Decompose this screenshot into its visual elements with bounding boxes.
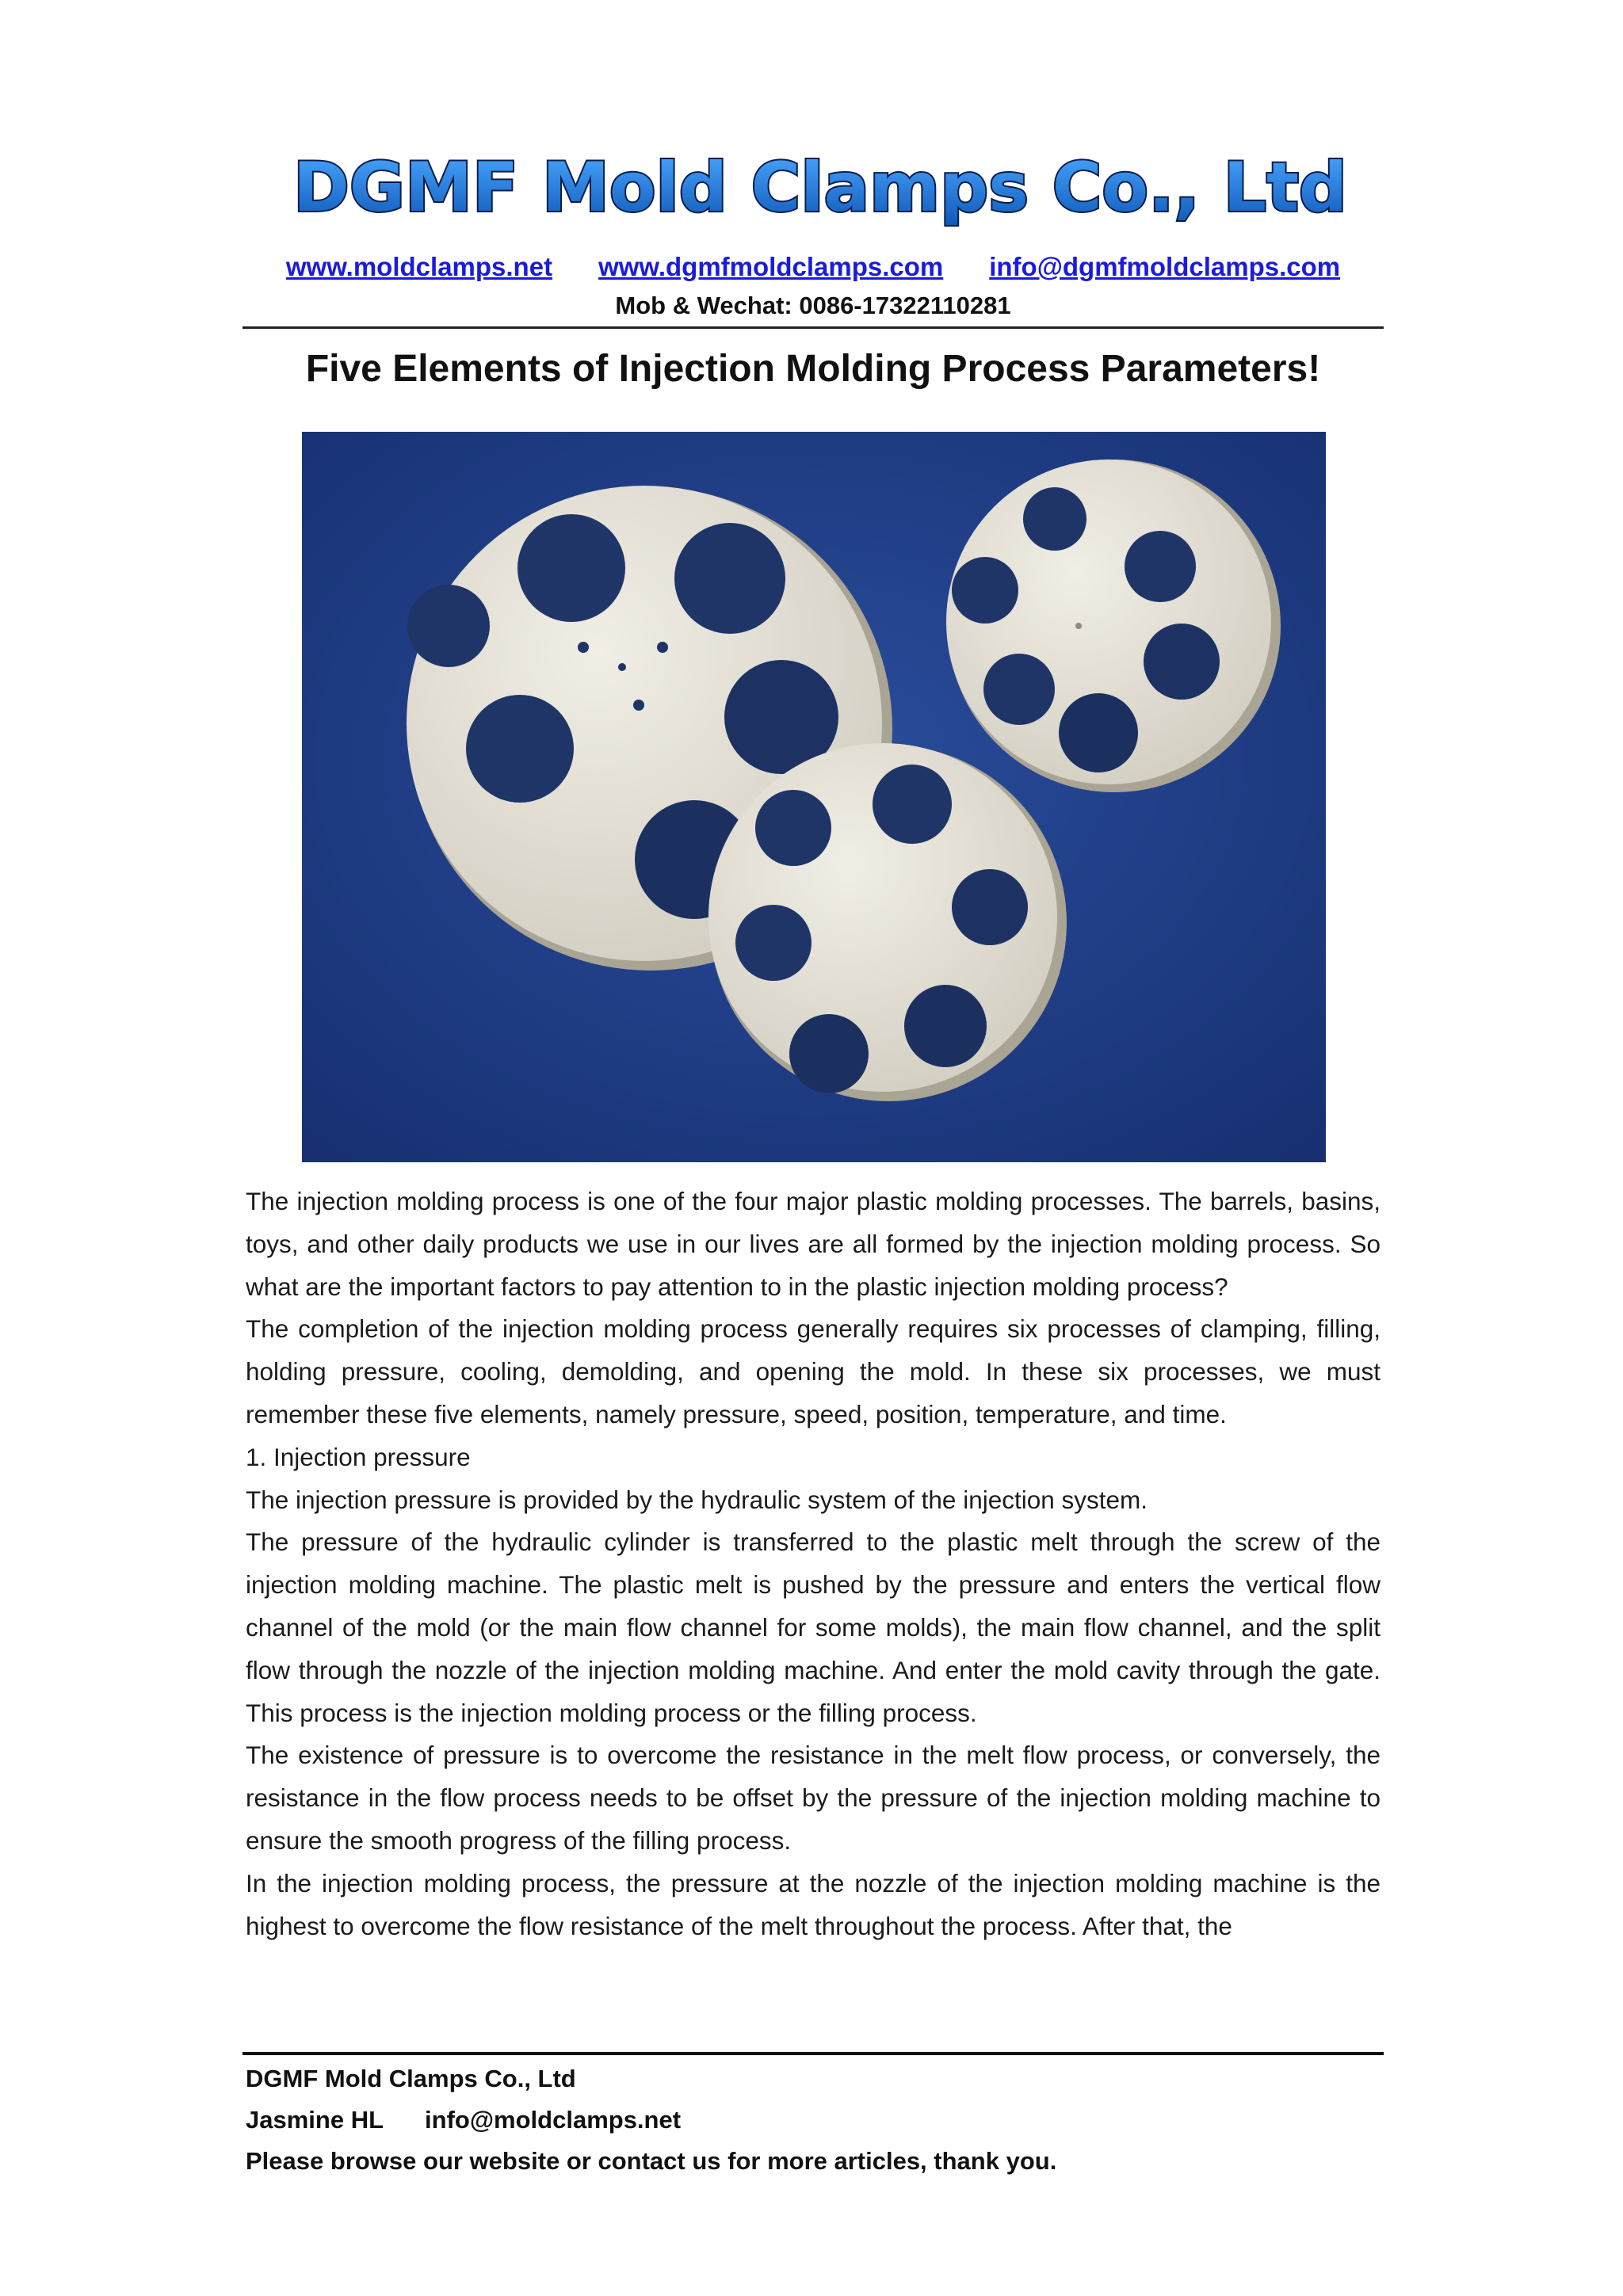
page-footer [246, 2058, 1381, 2182]
paragraph: The injection pressure is provided by the hydraulic system of the injection system. [246, 1485, 1148, 1514]
paragraph: The injection molding process is one of the four major plastic molding processes. The barrels, basins, toys, and other daily products we use in our lives are all formed by the injection molding process. So what are the important factors to pay attention to in the plastic injection molding process? [246, 1187, 1381, 1301]
footer-note: Please browse our website or contact us for more articles, thank you. [246, 2147, 1057, 2175]
article-title: Five Elements of Injection Molding Process Parameters! [305, 348, 1321, 390]
paragraph: In the injection molding process, the pressure at the nozzle of the injection molding machine is the highest to overcome the flow resistance of the melt throughout the process. After that, the [246, 1868, 1381, 1940]
footer-company: DGMF Mold Clamps Co., Ltd [246, 2065, 576, 2092]
website-link-2[interactable]: www.dgmfmoldclamps.com [598, 252, 944, 281]
product-photo [302, 432, 1326, 1162]
plastic-disc-bottom [708, 743, 1067, 1101]
header-links [242, 252, 1384, 282]
paragraph: The completion of the injection molding process generally requires six processes of clamping, filling, holding pressure, cooling, demolding, and opening the mold. In these six processes, we must remember these five elements, namely pressure, speed, position, temperature, and time. [246, 1314, 1381, 1428]
article-body [246, 1180, 1381, 1947]
email-link[interactable]: info@dgmfmoldclamps.com [989, 252, 1341, 281]
plastic-disc-right [946, 460, 1281, 792]
header-divider [242, 326, 1384, 329]
paragraph: The existence of pressure is to overcome the resistance in the melt flow process, or conversely, the resistance in the flow process needs to be offset by the pressure of the injection molding machine to ensure the smooth progress of the filling process. [246, 1741, 1381, 1855]
footer-divider [242, 2052, 1384, 2055]
footer-contact-name: Jasmine HL [246, 2106, 384, 2134]
website-link-1[interactable]: www.moldclamps.net [285, 252, 553, 281]
mobile-wechat: Mob & Wechat: 0086-17322110281 [615, 292, 1011, 319]
paragraph: The pressure of the hydraulic cylinder is transferred to the plastic melt through the screw of the injection molding machine. The plastic melt is pushed by the pressure and enters the vertical flow channel of the mold (or the main flow channel for some molds), the main flow channel, and the split flow through the nozzle of the injection molding machine. And enter the mold cavity through the gate. This process is the injection molding process or the filling process. [246, 1527, 1381, 1727]
footer-contact [246, 2100, 1381, 2141]
footer-contact-email: info@moldclamps.net [425, 2106, 682, 2134]
logo-text: DGMF Mold Clamps Co., Ltd [293, 148, 1347, 227]
company-logo [285, 141, 1355, 236]
section-heading: 1. Injection pressure [246, 1442, 471, 1471]
